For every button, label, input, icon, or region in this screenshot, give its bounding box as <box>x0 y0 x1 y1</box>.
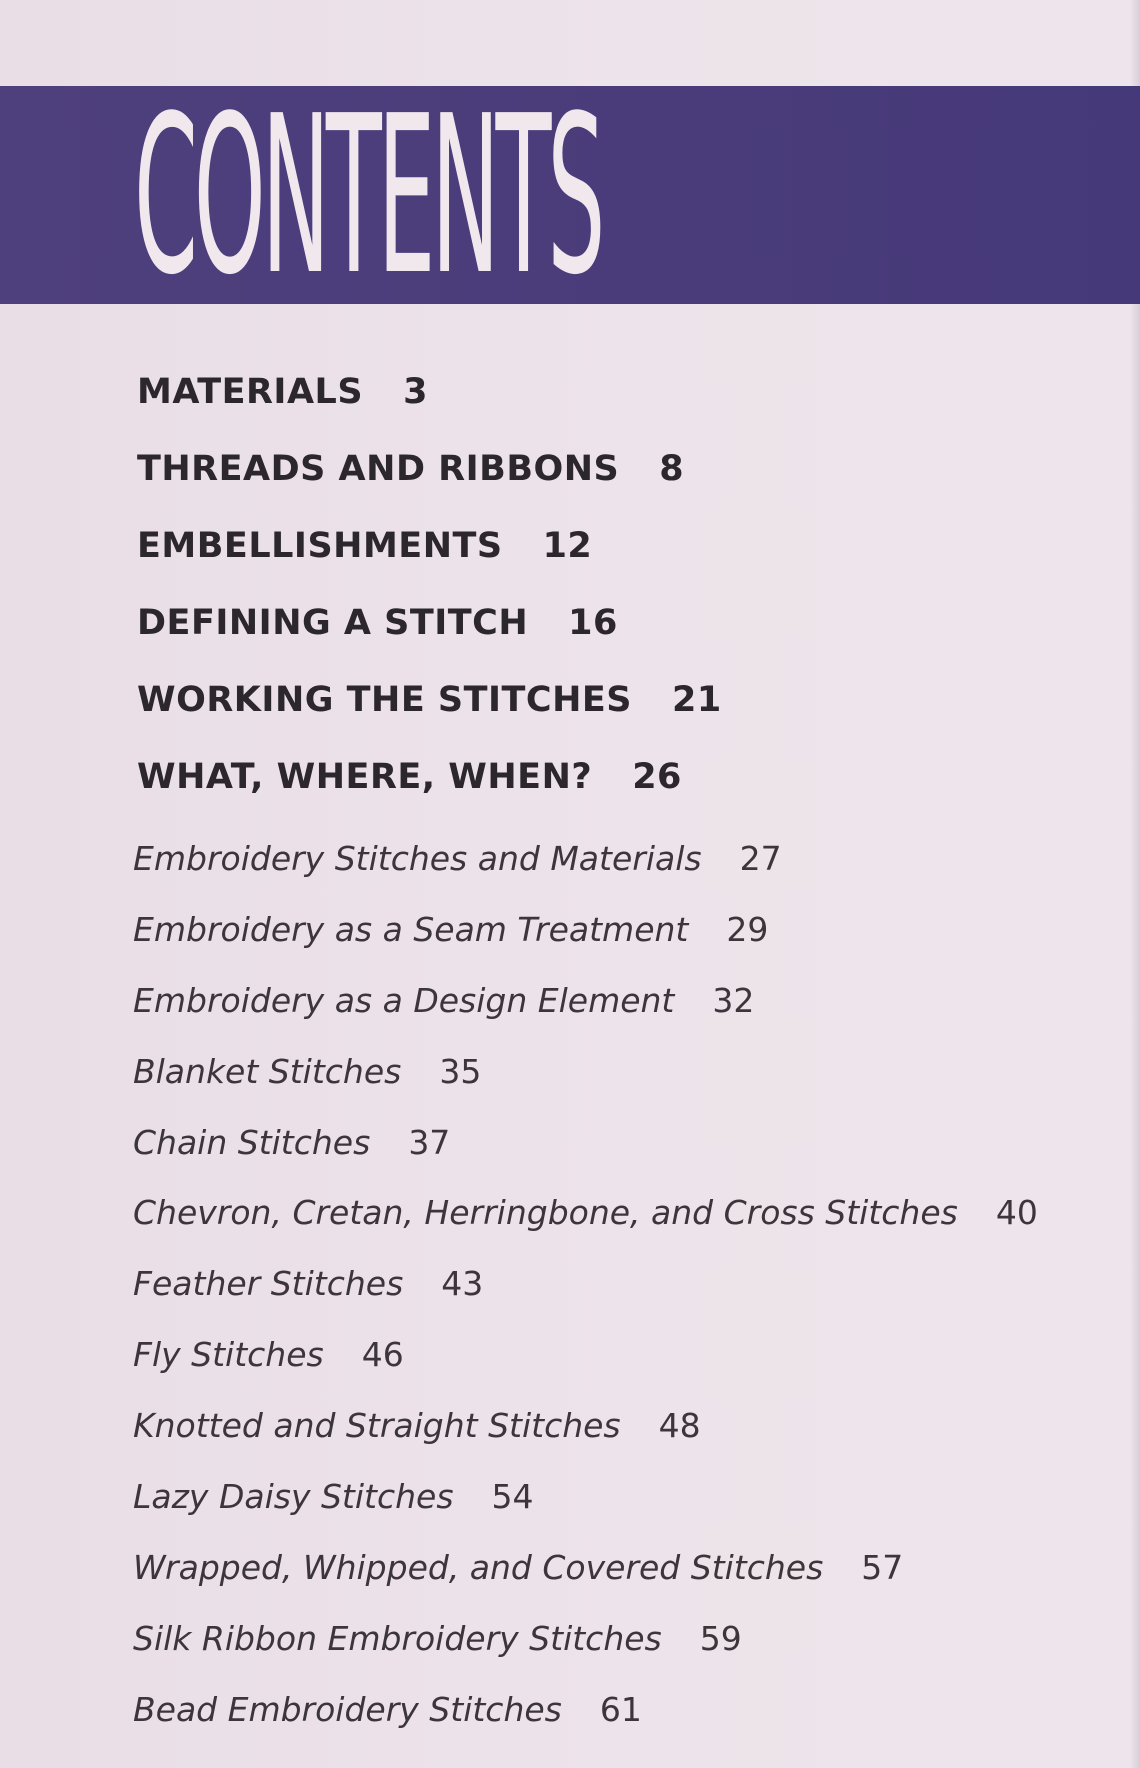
toc-item-label: DEFINING A STITCH <box>137 603 529 643</box>
toc-subitem-design-element[interactable] <box>133 973 1093 1044</box>
toc-item-materials[interactable] <box>137 362 1037 439</box>
toc-page-number: 40 <box>995 1193 1038 1233</box>
toc-page-number: 21 <box>672 680 722 720</box>
toc-subitem-embroidery-stitches-and-materials[interactable] <box>133 831 1093 902</box>
toc-subitem-label: Embroidery as a Seam Treatment <box>133 909 689 949</box>
page-title: CONTENTS <box>134 70 602 323</box>
toc-page-number: 37 <box>408 1122 451 1162</box>
toc-subitem-label: Blanket Stitches <box>133 1051 402 1091</box>
toc-item-defining-a-stitch[interactable] <box>137 593 1037 670</box>
toc-subitem-chevron-cretan-herringbone-cross[interactable] <box>133 1185 1093 1256</box>
toc-page-number: 57 <box>861 1547 904 1587</box>
toc-page-number: 3 <box>403 372 428 412</box>
toc-page-number: 12 <box>542 526 593 566</box>
toc-page-number: 35 <box>439 1051 482 1091</box>
toc-subitem-label: Wrapped, Whipped, and Covered Stitches <box>133 1547 824 1587</box>
toc-item-label: WORKING THE STITCHES <box>137 680 632 720</box>
toc-subitem-label: Embroidery Stitches and Materials <box>133 839 702 878</box>
toc-subitem-bead-embroidery[interactable] <box>133 1682 1093 1753</box>
toc-item-label: MATERIALS <box>137 372 364 412</box>
toc-subitem-label: Fly Stitches <box>133 1335 324 1375</box>
toc-subitem-knotted-and-straight-stitches[interactable] <box>133 1398 1093 1469</box>
toc-page-number: 27 <box>739 839 782 878</box>
toc-page-number: 43 <box>441 1264 484 1304</box>
toc-main-list <box>137 362 1037 824</box>
toc-subitem-silk-ribbon-embroidery[interactable] <box>133 1611 1093 1682</box>
toc-subitem-label: Bead Embroidery Stitches <box>133 1689 562 1729</box>
toc-page-number: 32 <box>712 980 755 1020</box>
toc-item-what-where-when[interactable] <box>137 747 1037 824</box>
toc-subitem-seam-treatment[interactable] <box>133 902 1093 973</box>
toc-subitem-lazy-daisy-stitches[interactable] <box>133 1469 1093 1540</box>
toc-subitem-label: Chain Stitches <box>133 1122 371 1162</box>
toc-page-number: 29 <box>726 909 769 949</box>
toc-subitem-label: Chevron, Cretan, Herringbone, and Cross Stitches <box>133 1193 958 1233</box>
toc-item-working-the-stitches[interactable] <box>137 670 1037 747</box>
toc-subitem-chain-stitches[interactable] <box>133 1115 1093 1186</box>
toc-page-number: 16 <box>568 603 618 643</box>
toc-page-number: 59 <box>699 1618 742 1658</box>
toc-subitem-feather-stitches[interactable] <box>133 1256 1093 1327</box>
toc-subitem-fly-stitches[interactable] <box>133 1327 1093 1398</box>
toc-page-number: 54 <box>491 1477 534 1517</box>
toc-subitem-blanket-stitches[interactable] <box>133 1044 1093 1115</box>
toc-subitem-label: Lazy Daisy Stitches <box>133 1477 454 1517</box>
toc-page-number: 8 <box>659 449 685 489</box>
toc-item-label: THREADS AND RIBBONS <box>137 449 620 489</box>
toc-page-number: 48 <box>658 1406 701 1446</box>
toc-item-threads-and-ribbons[interactable] <box>137 439 1037 516</box>
toc-subitem-label: Feather Stitches <box>133 1264 404 1304</box>
toc-page-number: 26 <box>632 757 682 797</box>
toc-item-embellishments[interactable] <box>137 516 1037 593</box>
toc-subitem-label: Silk Ribbon Embroidery Stitches <box>133 1618 662 1658</box>
toc-subitem-label: Embroidery as a Design Element <box>133 980 675 1020</box>
toc-item-label: WHAT, WHERE, WHEN? <box>137 757 593 797</box>
toc-subitem-label: Knotted and Straight Stitches <box>133 1406 621 1446</box>
toc-page-number: 46 <box>361 1335 404 1375</box>
toc-page-number: 61 <box>599 1689 642 1729</box>
toc-item-label: EMBELLISHMENTS <box>137 526 503 566</box>
toc-subitem-wrapped-whipped-covered[interactable] <box>133 1540 1093 1611</box>
toc-sub-list <box>133 831 1093 1753</box>
